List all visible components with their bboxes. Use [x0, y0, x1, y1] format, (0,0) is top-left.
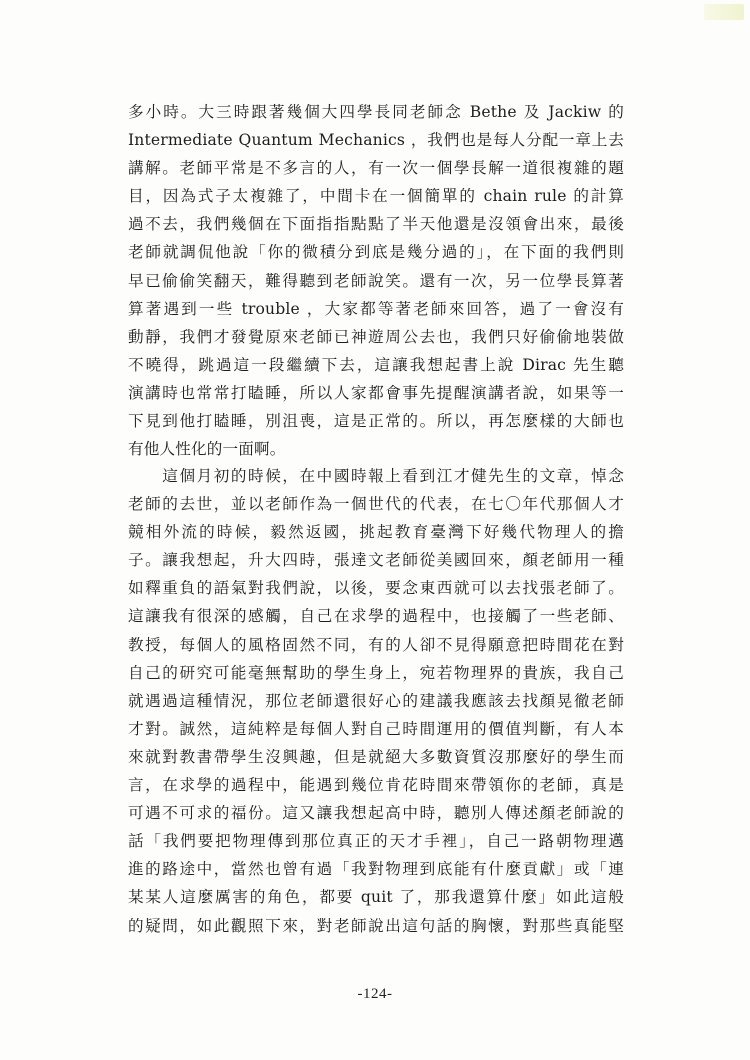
text-line: Intermediate Quantum Mechanics ，我們也是每人分配一章上去: [128, 131, 624, 150]
text-line: 才對。誠然，這純粹是每個人對自己時間運用的價值判斷，有人本: [128, 719, 624, 738]
text-line: 老師的去世，並以老師作為一個世代的代表，在七〇年代那個人才: [128, 495, 624, 514]
text-line: 目，因為式子太複雜了，中間卡在一個簡單的 chain rule 的計算: [128, 187, 624, 206]
text-line: 動靜，我們才發覺原來老師已神遊周公去也，我們只好偷偷地裝做: [128, 327, 624, 346]
text-line: 這讓我有很深的感觸，自己在求學的過程中，也接觸了一些老師、: [128, 607, 624, 626]
text-line: 如釋重負的語氣對我們說，以後，要念東西就可以去找張老師了。: [128, 579, 624, 598]
text-line: 講解。老師平常是不多言的人，有一次一個學長解一道很複雜的題: [128, 159, 624, 178]
text-line: 過不去，我們幾個在下面指指點點了半天他還是沒領會出來，最後: [128, 215, 624, 234]
text-line: 進的路途中，當然也曾有過「我對物理到底能有什麼貢獻」或「連: [128, 860, 624, 879]
text-line: 下見到他打瞌睡，別沮喪，這是正常的。所以，再怎麼樣的大師也: [128, 412, 624, 431]
text-line: 自己的研究可能毫無幫助的學生身上，宛若物理界的貴族，我自己: [128, 663, 624, 682]
text-line: 算著遇到一些 trouble ，大家都等著老師來回答，過了一會沒有: [128, 299, 624, 318]
text-line: 可遇不可求的福份。這又讓我想起高中時，聽別人傳述顏老師說的: [128, 804, 624, 823]
text-line: 來就對教書帶學生沒興趣，但是就絕大多數資質沒那麼好的學生而: [128, 747, 624, 766]
text-line: 多小時。大三時跟著幾個大四學長同老師念 Bethe 及 Jackiw 的: [128, 103, 624, 121]
text-line: 老師就調侃他說「你的微積分到底是幾分過的」，在下面的我們則: [128, 243, 624, 262]
text-line: 早已偷偷笑翻天，難得聽到老師說笑。還有一次，另一位學長算著: [128, 271, 624, 290]
text-line: 子。讓我想起，升大四時，張達文老師從美國回來，顏老師用一種: [128, 551, 624, 570]
text-line: 就遇過這種情況，那位老師還很好心的建議我應該去找顏晃徹老師: [128, 691, 624, 710]
paragraph-text: [128, 462, 624, 940]
text-line: 有他人性化的一面啊。: [128, 440, 286, 459]
text-line: 某某人這麼厲害的角色，都要 quit 了，那我還算什麼」如此這般: [128, 888, 624, 907]
paragraph-1: [128, 98, 624, 463]
text-line: 競相外流的時候，毅然返國，挑起教育臺灣下好幾代物理人的擔: [128, 523, 624, 542]
text-line: 不曉得，跳過這一段繼續下去，這讓我想起書上說 Dirac 先生聽: [128, 355, 624, 374]
paragraph-text: [128, 98, 624, 463]
scan-mark: [704, 4, 744, 20]
paragraph-2: [128, 462, 624, 940]
text-line: 話「我們要把物理傳到那位真正的天才手裡」，自己一路朝物理邁: [128, 832, 624, 851]
text-line: 言，在求學的過程中，能遇到幾位肯花時間來帶領你的老師，真是: [128, 776, 624, 795]
text-line: 的疑問，如此觀照下來，對老師說出這句話的胸懷，對那些真能堅: [128, 916, 624, 935]
text-line: 教授，每個人的風格固然不同，有的人卻不見得願意把時間花在對: [128, 635, 624, 654]
text-line: 這個月初的時候，在中國時報上看到江才健先生的文章，悼念: [128, 467, 624, 485]
page-number: -124-: [357, 986, 393, 1002]
text-line: 演講時也常常打瞌睡，所以人家都會事先提醒演講者說，如果等一: [128, 383, 624, 402]
